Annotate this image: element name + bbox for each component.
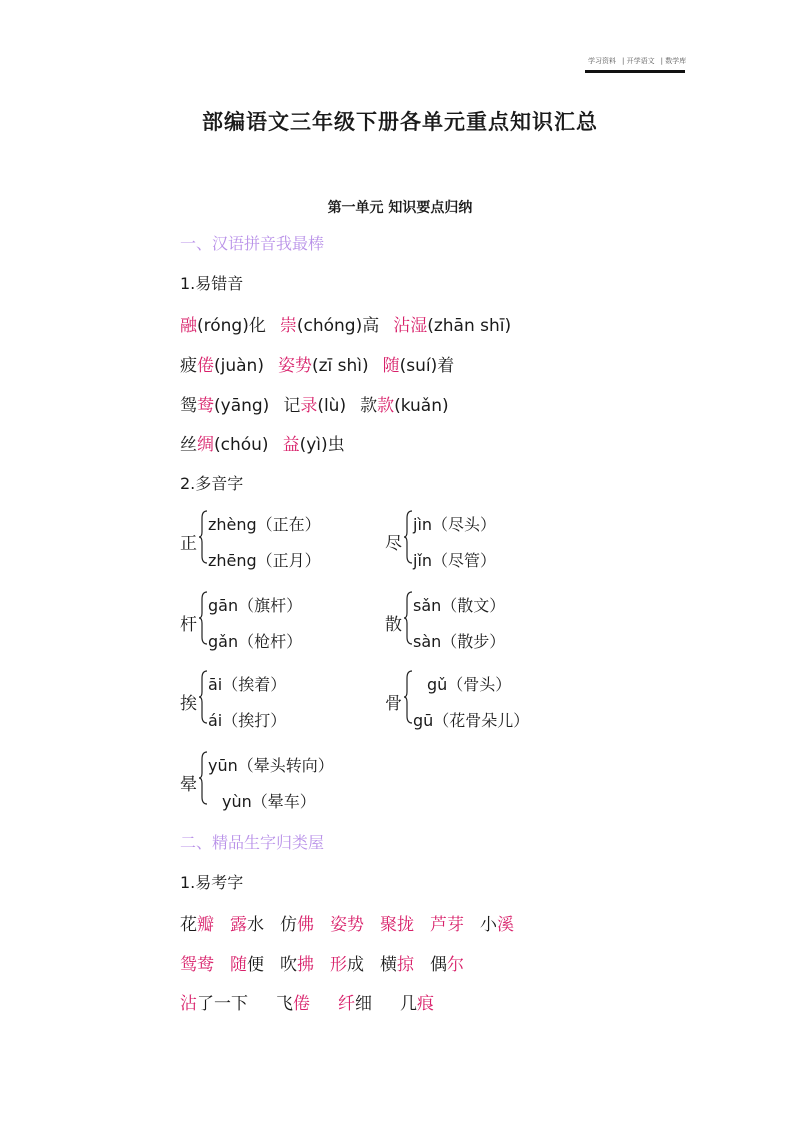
polyphone-reading: yùn（晕车） (222, 792, 316, 811)
error-prone-row (180, 311, 525, 336)
highlighted-char: 益 (282, 435, 300, 455)
error-prone-item (383, 356, 455, 376)
polyphone-char: 骨 (385, 694, 402, 714)
polyphone-reading: āi（挨着） (208, 675, 287, 694)
highlighted-char: 纤 (338, 994, 355, 1014)
error-prone-item (393, 316, 511, 336)
plain-text: 了一下 (197, 994, 248, 1014)
exam-char-row (180, 910, 530, 935)
header-tab: 数学库 (665, 57, 687, 65)
section-heading-pinyin (180, 231, 324, 254)
section-text: 一、汉语拼音我最棒 (180, 234, 325, 253)
plain-text: 横 (380, 955, 397, 975)
highlighted-char: 佛 (297, 915, 314, 935)
error-prone-item (283, 396, 346, 416)
polyphone-char: 杆 (180, 615, 197, 635)
polyphone-reading: zhēng（正月） (208, 551, 321, 570)
highlighted-char: 鸳鸯 (180, 955, 214, 975)
plain-text: 吹 (280, 955, 297, 975)
error-prone-item (180, 435, 269, 455)
plain-text: 几 (400, 994, 417, 1014)
error-prone-item (360, 396, 449, 416)
header-tabs: 学习资料 | 开学语文 | 数学库 (588, 57, 687, 65)
header-rule (585, 70, 685, 73)
plain-text: (juàn) (214, 356, 264, 376)
highlighted-char: 倦 (293, 994, 310, 1014)
error-prone-item (280, 316, 379, 336)
exam-char-item (480, 915, 514, 935)
polyphone-reading: ái（挨打） (208, 711, 287, 730)
exam-char-item (330, 915, 364, 935)
brace-icon (403, 591, 413, 645)
brace-icon (403, 510, 413, 564)
plain-text: (yì)虫 (299, 435, 345, 455)
error-prone-item (180, 356, 264, 376)
exam-char-item (380, 955, 414, 975)
highlighted-char: 露 (230, 915, 247, 935)
highlighted-char: 崇 (279, 316, 297, 336)
error-prone-row (180, 351, 468, 376)
error-prone-row (180, 430, 359, 455)
plain-text: (suí)着 (399, 356, 455, 376)
highlighted-char: 录 (300, 396, 318, 416)
highlighted-char: 姿势 (330, 915, 364, 935)
exam-char-item (280, 915, 314, 935)
polyphone-char: 挨 (180, 694, 197, 714)
plain-text: 记 (283, 396, 301, 416)
exam-char-item (230, 955, 264, 975)
error-prone-item (180, 316, 266, 336)
exam-char-item (430, 915, 464, 935)
highlighted-char: 随 (382, 356, 400, 376)
highlighted-char: 痕 (417, 994, 434, 1014)
plain-text: (róng)化 (197, 316, 266, 336)
plain-text: 仿 (280, 915, 297, 935)
polyphone-char: 尽 (385, 534, 402, 554)
header-tab: 学习资料 (588, 57, 616, 65)
exam-char-item (330, 955, 364, 975)
highlighted-char: 沾湿 (393, 316, 428, 336)
highlighted-char: 鸯 (197, 396, 214, 416)
polyphone-char: 散 (385, 615, 402, 635)
plain-text: 水 (247, 915, 264, 935)
polyphone-reading: jǐn（尽管） (413, 551, 497, 570)
plain-text: 细 (355, 994, 372, 1014)
polyphone-char: 晕 (180, 775, 197, 795)
plain-text: (kuǎn) (394, 396, 449, 416)
highlighted-char: 掠 (397, 955, 414, 975)
exam-char-item (280, 955, 314, 975)
section-text: 二、精品生字归类屋 (180, 833, 325, 852)
header-tab: 开学语文 (626, 57, 655, 65)
page-title: 部编语文三年级下册各单元重点知识汇总 (202, 110, 598, 134)
highlighted-char: 绸 (197, 435, 214, 455)
plain-text: (chóu) (214, 435, 269, 455)
polyphone-reading: jìn（尽头） (413, 515, 497, 534)
brace-icon (198, 751, 208, 805)
plain-text: (zī shì) (311, 356, 369, 376)
unit-title: 第一单元 知识要点归纳 (327, 200, 473, 216)
exam-char-item (430, 955, 464, 975)
error-prone-row (180, 391, 463, 416)
plain-text: (yāng) (214, 396, 270, 416)
brace-icon (198, 591, 208, 645)
plain-text: (lù) (317, 396, 347, 416)
polyphone-reading: yūn（晕头转向） (208, 756, 334, 775)
highlighted-char: 尔 (447, 955, 464, 975)
polyphone-reading: gān（旗杆） (208, 596, 303, 615)
polyphone-reading: gǎn（枪杆） (208, 632, 303, 651)
plain-text: (zhān shī) (427, 316, 512, 336)
subheading-error-prone: 1.易错音 (180, 274, 244, 293)
exam-char-item (180, 955, 214, 975)
highlighted-char: 芦芽 (430, 915, 464, 935)
exam-char-item (180, 994, 248, 1014)
highlighted-char: 姿势 (277, 356, 312, 376)
highlighted-char: 聚拢 (380, 915, 414, 935)
plain-text: 花 (180, 915, 197, 935)
brace-icon (198, 670, 208, 724)
highlighted-char: 随 (230, 955, 247, 975)
plain-text: 丝 (180, 435, 197, 455)
polyphone-reading: gǔ（骨头） (427, 675, 512, 694)
highlighted-char: 沾 (180, 994, 197, 1014)
polyphone-reading: sàn（散步） (413, 632, 506, 651)
plain-text: 便 (247, 955, 264, 975)
subheading-polyphones: 2.多音字 (180, 474, 244, 493)
highlighted-char: 溪 (497, 915, 514, 935)
polyphone-reading: sǎn（散文） (413, 596, 506, 615)
highlighted-char: 融 (180, 316, 197, 336)
plain-text: 鸳 (180, 396, 197, 416)
subheading-exam-chars: 1.易考字 (180, 873, 244, 892)
plain-text: 偶 (430, 955, 447, 975)
highlighted-char: 形 (330, 955, 347, 975)
plain-text: 小 (480, 915, 497, 935)
polyphone-reading: gū（花骨朵儿） (413, 711, 530, 730)
plain-text: 飞 (276, 994, 293, 1014)
brace-icon (403, 670, 413, 724)
exam-char-item (338, 994, 372, 1014)
error-prone-item (278, 356, 369, 376)
plain-text: 疲 (180, 356, 197, 376)
exam-char-row (180, 989, 462, 1014)
highlighted-char: 瓣 (197, 915, 214, 935)
exam-char-item (400, 994, 434, 1014)
polyphone-char: 正 (180, 534, 197, 554)
plain-text: 款 (360, 396, 378, 416)
exam-char-row (180, 950, 480, 975)
exam-char-item (180, 915, 214, 935)
exam-char-item (230, 915, 264, 935)
highlighted-char: 拂 (297, 955, 314, 975)
highlighted-char: 倦 (197, 356, 214, 376)
error-prone-item (180, 396, 269, 416)
plain-text: (chóng)高 (296, 316, 380, 336)
section-heading-characters (180, 830, 324, 853)
highlighted-char: 款 (377, 396, 395, 416)
plain-text: 成 (347, 955, 364, 975)
exam-char-item (380, 915, 414, 935)
brace-icon (198, 510, 208, 564)
polyphone-reading: zhèng（正在） (208, 515, 321, 534)
error-prone-item (283, 435, 345, 455)
exam-char-item (276, 994, 310, 1014)
